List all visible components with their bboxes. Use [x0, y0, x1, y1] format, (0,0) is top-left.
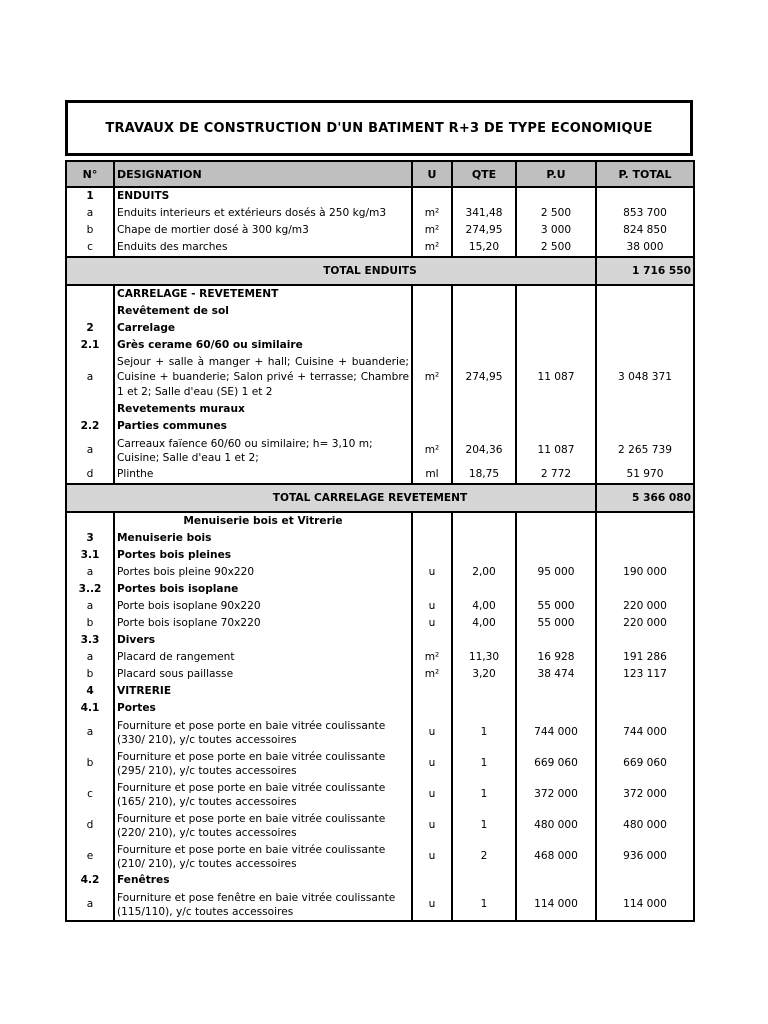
- item-total-price: 824 850: [596, 222, 694, 239]
- item-total-price: 853 700: [596, 205, 694, 222]
- item-total-price: 480 000: [596, 810, 694, 841]
- table-row: [66, 649, 694, 666]
- item-quantity: [452, 401, 516, 418]
- item-quantity: [452, 303, 516, 320]
- total-carrelage-value: 5 366 080: [596, 484, 694, 512]
- item-unit: [412, 872, 452, 889]
- item-unit: [412, 418, 452, 435]
- item-number: c: [66, 239, 114, 257]
- item-unit: u: [412, 564, 452, 581]
- item-designation: Placard sous paillasse: [114, 666, 412, 683]
- item-quantity: 15,20: [452, 239, 516, 257]
- item-total-price: 2 265 739: [596, 435, 694, 466]
- item-unit: [412, 337, 452, 354]
- table-row: [66, 748, 694, 779]
- item-number: a: [66, 649, 114, 666]
- item-total-price: [596, 872, 694, 889]
- quote-table: [65, 160, 695, 922]
- item-number: d: [66, 810, 114, 841]
- item-unit-price: [516, 418, 596, 435]
- item-unit-price: [516, 337, 596, 354]
- item-total-price: [596, 683, 694, 700]
- table-row: [66, 354, 694, 401]
- item-unit: [412, 581, 452, 598]
- item-quantity: 1: [452, 889, 516, 921]
- item-unit: u: [412, 841, 452, 872]
- item-unit-price: 669 060: [516, 748, 596, 779]
- item-quantity: [452, 512, 516, 530]
- item-unit: u: [412, 779, 452, 810]
- item-designation: Fourniture et pose porte en baie vitrée coulissante (330/ 210), y/c toutes accessoires: [114, 717, 412, 748]
- item-designation: Fourniture et pose fenêtre en baie vitrée coulissante (115/110), y/c toutes accessoires: [114, 889, 412, 921]
- table-row: [66, 547, 694, 564]
- item-total-price: 936 000: [596, 841, 694, 872]
- item-unit-price: 38 474: [516, 666, 596, 683]
- item-unit: m²: [412, 239, 452, 257]
- item-quantity: 274,95: [452, 354, 516, 401]
- table-row: [66, 285, 694, 303]
- table-header-row: [66, 161, 694, 187]
- item-designation: Chape de mortier dosé à 300 kg/m3: [114, 222, 412, 239]
- item-unit-price: [516, 285, 596, 303]
- item-unit-price: [516, 872, 596, 889]
- item-number: 2.2: [66, 418, 114, 435]
- item-unit-price: [516, 320, 596, 337]
- item-unit: [412, 187, 452, 205]
- item-quantity: [452, 581, 516, 598]
- item-unit: m²: [412, 354, 452, 401]
- item-quantity: 3,20: [452, 666, 516, 683]
- item-unit-price: 16 928: [516, 649, 596, 666]
- item-unit: u: [412, 889, 452, 921]
- item-unit-price: 2 500: [516, 239, 596, 257]
- item-designation: VITRERIE: [114, 683, 412, 700]
- item-designation: Fourniture et pose porte en baie vitrée coulissante (210/ 210), y/c toutes accessoires: [114, 841, 412, 872]
- item-quantity: 2: [452, 841, 516, 872]
- item-number: b: [66, 222, 114, 239]
- total-carrelage: [66, 484, 694, 512]
- table-row: [66, 239, 694, 257]
- item-unit: [412, 530, 452, 547]
- table-row: [66, 401, 694, 418]
- item-designation: Portes bois isoplane: [114, 581, 412, 598]
- item-designation: Portes bois pleines: [114, 547, 412, 564]
- item-total-price: [596, 337, 694, 354]
- item-unit-price: 480 000: [516, 810, 596, 841]
- table-row: [66, 205, 694, 222]
- item-designation: Sejour + salle à manger + hall; Cuisine + buanderie; Cuisine + buanderie; Salon privé + terrasse; Chambre 1 et 2; Salle d'eau (SE) 1 et 2: [114, 354, 412, 401]
- item-quantity: [452, 285, 516, 303]
- item-designation: Fourniture et pose porte en baie vitrée coulissante (165/ 210), y/c toutes accessoires: [114, 779, 412, 810]
- item-total-price: [596, 187, 694, 205]
- item-quantity: 1: [452, 810, 516, 841]
- table-row: [66, 810, 694, 841]
- item-number: [66, 401, 114, 418]
- item-quantity: 274,95: [452, 222, 516, 239]
- total-enduits: [66, 257, 694, 285]
- item-total-price: [596, 530, 694, 547]
- total-enduits-value: 1 716 550: [596, 257, 694, 285]
- item-quantity: 1: [452, 748, 516, 779]
- item-unit-price: [516, 187, 596, 205]
- table-row: [66, 187, 694, 205]
- item-number: d: [66, 466, 114, 484]
- item-designation: Enduits des marches: [114, 239, 412, 257]
- item-number: a: [66, 717, 114, 748]
- item-number: 2.1: [66, 337, 114, 354]
- item-total-price: 3 048 371: [596, 354, 694, 401]
- item-unit-price: [516, 632, 596, 649]
- item-unit-price: [516, 303, 596, 320]
- item-quantity: 4,00: [452, 598, 516, 615]
- table-row: [66, 683, 694, 700]
- item-total-price: 51 970: [596, 466, 694, 484]
- item-quantity: [452, 320, 516, 337]
- item-quantity: 204,36: [452, 435, 516, 466]
- item-quantity: 2,00: [452, 564, 516, 581]
- item-unit-price: [516, 581, 596, 598]
- item-total-price: [596, 418, 694, 435]
- item-total-price: 123 117: [596, 666, 694, 683]
- item-designation: Carrelage: [114, 320, 412, 337]
- item-total-price: [596, 303, 694, 320]
- table-row: [66, 466, 694, 484]
- table-row: [66, 581, 694, 598]
- item-unit: m²: [412, 649, 452, 666]
- item-number: b: [66, 615, 114, 632]
- item-unit-price: 55 000: [516, 598, 596, 615]
- table-row: [66, 872, 694, 889]
- item-designation: Enduits interieurs et extérieurs dosés à 250 kg/m3: [114, 205, 412, 222]
- item-total-price: 38 000: [596, 239, 694, 257]
- item-unit: u: [412, 615, 452, 632]
- header-quantity: QTE: [452, 161, 516, 187]
- item-number: 1: [66, 187, 114, 205]
- table-row: [66, 418, 694, 435]
- item-total-price: [596, 632, 694, 649]
- item-designation: Revetements muraux: [114, 401, 412, 418]
- item-unit: [412, 700, 452, 717]
- item-total-price: 669 060: [596, 748, 694, 779]
- item-unit: u: [412, 748, 452, 779]
- item-number: 3: [66, 530, 114, 547]
- item-number: a: [66, 598, 114, 615]
- item-number: [66, 512, 114, 530]
- item-unit-price: [516, 401, 596, 418]
- item-number: 3..2: [66, 581, 114, 598]
- item-designation: Grès cerame 60/60 ou similaire: [114, 337, 412, 354]
- item-quantity: 1: [452, 717, 516, 748]
- table-row: [66, 700, 694, 717]
- document-title: TRAVAUX DE CONSTRUCTION D'UN BATIMENT R+3 DE TYPE ECONOMIQUE: [65, 100, 693, 156]
- item-number: 3.3: [66, 632, 114, 649]
- table-row: [66, 779, 694, 810]
- item-unit: [412, 512, 452, 530]
- item-quantity: 18,75: [452, 466, 516, 484]
- item-designation: ENDUITS: [114, 187, 412, 205]
- item-total-price: [596, 581, 694, 598]
- item-total-price: [596, 700, 694, 717]
- item-unit: [412, 401, 452, 418]
- item-number: 3.1: [66, 547, 114, 564]
- item-quantity: 11,30: [452, 649, 516, 666]
- item-quantity: 341,48: [452, 205, 516, 222]
- item-quantity: [452, 418, 516, 435]
- item-total-price: [596, 401, 694, 418]
- item-unit: m²: [412, 435, 452, 466]
- item-designation: Porte bois isoplane 70x220: [114, 615, 412, 632]
- item-unit-price: 3 000: [516, 222, 596, 239]
- item-quantity: [452, 872, 516, 889]
- table-row: [66, 435, 694, 466]
- item-total-price: 190 000: [596, 564, 694, 581]
- item-number: 4.2: [66, 872, 114, 889]
- item-designation: Fenêtres: [114, 872, 412, 889]
- item-unit: [412, 303, 452, 320]
- item-unit-price: [516, 530, 596, 547]
- item-designation: Placard de rangement: [114, 649, 412, 666]
- table-row: [66, 512, 694, 530]
- table-row: [66, 889, 694, 921]
- item-unit: m²: [412, 222, 452, 239]
- item-unit-price: 468 000: [516, 841, 596, 872]
- item-number: [66, 303, 114, 320]
- item-number: a: [66, 564, 114, 581]
- item-unit-price: [516, 547, 596, 564]
- item-unit-price: 114 000: [516, 889, 596, 921]
- item-unit-price: 11 087: [516, 435, 596, 466]
- table-row: [66, 666, 694, 683]
- item-number: a: [66, 435, 114, 466]
- item-unit: m²: [412, 666, 452, 683]
- item-unit: m²: [412, 205, 452, 222]
- item-number: 2: [66, 320, 114, 337]
- item-unit: [412, 683, 452, 700]
- item-unit: [412, 632, 452, 649]
- item-quantity: [452, 547, 516, 564]
- item-designation: Carreaux faïence 60/60 ou similaire; h= 3,10 m; Cuisine; Salle d'eau 1 et 2;: [114, 435, 412, 466]
- item-designation: Porte bois isoplane 90x220: [114, 598, 412, 615]
- item-unit-price: 372 000: [516, 779, 596, 810]
- item-quantity: 1: [452, 779, 516, 810]
- item-unit: [412, 320, 452, 337]
- table-row: [66, 632, 694, 649]
- item-unit: u: [412, 717, 452, 748]
- table-row: [66, 222, 694, 239]
- item-quantity: [452, 187, 516, 205]
- item-unit-price: 95 000: [516, 564, 596, 581]
- item-designation: Portes bois pleine 90x220: [114, 564, 412, 581]
- item-total-price: 744 000: [596, 717, 694, 748]
- item-designation: Divers: [114, 632, 412, 649]
- item-unit: [412, 285, 452, 303]
- item-quantity: [452, 700, 516, 717]
- item-unit: [412, 547, 452, 564]
- table-row: [66, 320, 694, 337]
- item-unit-price: 11 087: [516, 354, 596, 401]
- table-row: [66, 615, 694, 632]
- item-total-price: 220 000: [596, 598, 694, 615]
- item-total-price: [596, 512, 694, 530]
- item-total-price: 114 000: [596, 889, 694, 921]
- item-quantity: 4,00: [452, 615, 516, 632]
- item-number: a: [66, 205, 114, 222]
- item-total-price: 372 000: [596, 779, 694, 810]
- item-number: b: [66, 666, 114, 683]
- item-designation: Fourniture et pose porte en baie vitrée coulissante (295/ 210), y/c toutes accessoires: [114, 748, 412, 779]
- item-quantity: [452, 683, 516, 700]
- item-designation: Portes: [114, 700, 412, 717]
- item-number: b: [66, 748, 114, 779]
- table-row: [66, 598, 694, 615]
- item-total-price: [596, 320, 694, 337]
- item-designation: Fourniture et pose porte en baie vitrée coulissante (220/ 210), y/c toutes accessoires: [114, 810, 412, 841]
- quote-sheet: [65, 100, 693, 922]
- table-row: [66, 717, 694, 748]
- item-number: a: [66, 889, 114, 921]
- header-unit-price: P.U: [516, 161, 596, 187]
- item-quantity: [452, 632, 516, 649]
- item-unit: ml: [412, 466, 452, 484]
- item-unit-price: [516, 683, 596, 700]
- table-row: [66, 337, 694, 354]
- item-unit-price: 55 000: [516, 615, 596, 632]
- item-number: 4: [66, 683, 114, 700]
- item-unit-price: [516, 512, 596, 530]
- item-number: a: [66, 354, 114, 401]
- table-row: [66, 303, 694, 320]
- item-total-price: 191 286: [596, 649, 694, 666]
- table-row: [66, 564, 694, 581]
- item-unit-price: 744 000: [516, 717, 596, 748]
- item-quantity: [452, 337, 516, 354]
- item-number: 4.1: [66, 700, 114, 717]
- item-unit-price: [516, 700, 596, 717]
- item-designation: Menuiserie bois et Vitrerie: [114, 512, 412, 530]
- header-total-price: P. TOTAL: [596, 161, 694, 187]
- header-unit: U: [412, 161, 452, 187]
- item-unit-price: 2 500: [516, 205, 596, 222]
- item-quantity: [452, 530, 516, 547]
- header-no: N°: [66, 161, 114, 187]
- table-row: [66, 841, 694, 872]
- item-designation: Revêtement de sol: [114, 303, 412, 320]
- header-designation: DESIGNATION: [114, 161, 412, 187]
- total-carrelage-label: TOTAL CARRELAGE REVETEMENT: [66, 484, 596, 512]
- item-designation: Parties communes: [114, 418, 412, 435]
- item-total-price: [596, 547, 694, 564]
- table-row: [66, 530, 694, 547]
- total-enduits-label: TOTAL ENDUITS: [66, 257, 596, 285]
- item-total-price: 220 000: [596, 615, 694, 632]
- item-designation: Menuiserie bois: [114, 530, 412, 547]
- item-number: c: [66, 779, 114, 810]
- item-designation: CARRELAGE - REVETEMENT: [114, 285, 412, 303]
- item-unit: u: [412, 810, 452, 841]
- item-number: [66, 285, 114, 303]
- item-total-price: [596, 285, 694, 303]
- item-unit: u: [412, 598, 452, 615]
- item-unit-price: 2 772: [516, 466, 596, 484]
- item-designation: Plinthe: [114, 466, 412, 484]
- item-number: e: [66, 841, 114, 872]
